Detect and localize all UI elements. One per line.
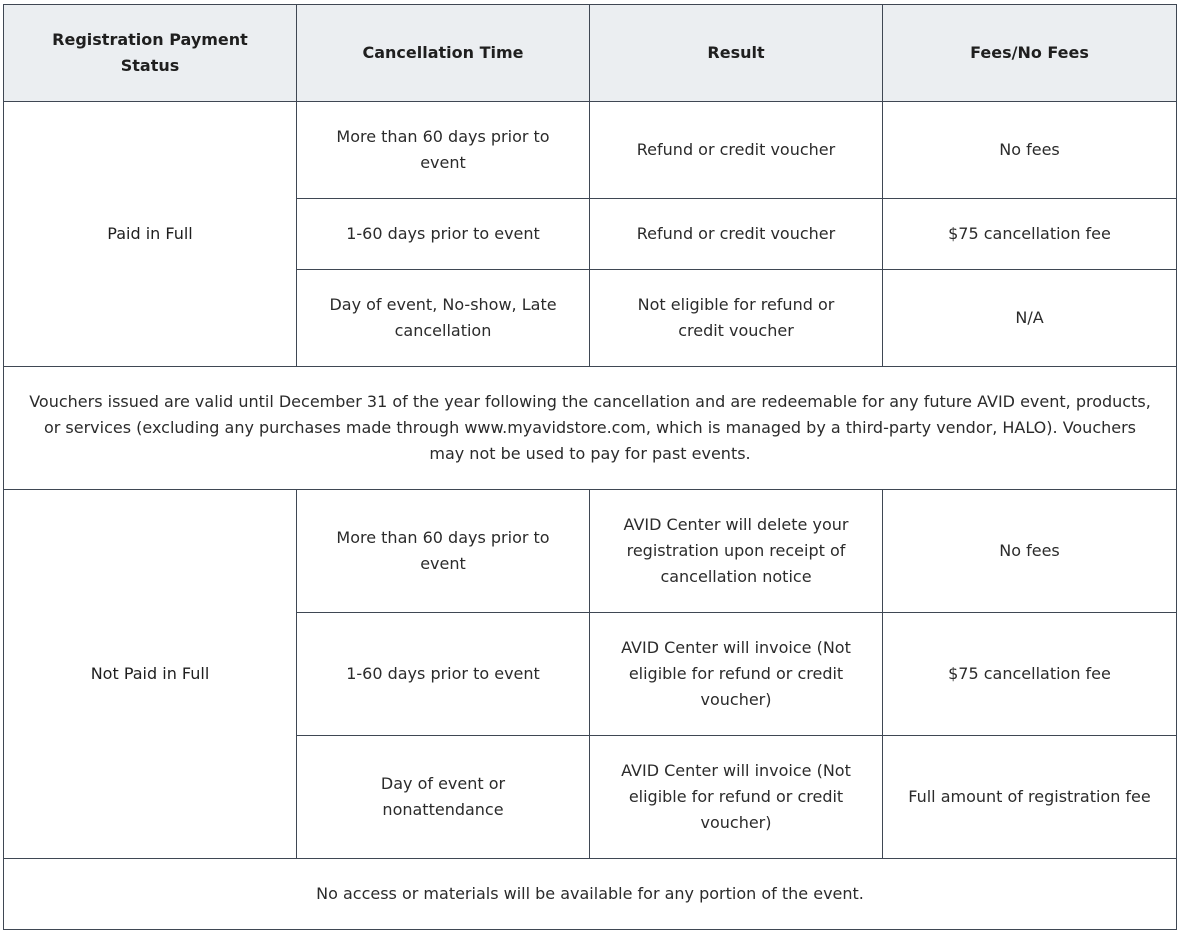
fees-cell: Full amount of registration fee: [883, 736, 1177, 859]
result-cell: Refund or credit voucher: [590, 102, 883, 199]
note-row: [4, 367, 1177, 490]
table-row: [4, 490, 1177, 613]
cancellation-time-cell: Day of event or nonattendance: [297, 736, 590, 859]
fees-cell: N/A: [883, 270, 1177, 367]
cancellation-time-cell: Day of event, No-show, Late cancellation: [297, 270, 590, 367]
note-row: [4, 859, 1177, 930]
cancellation-time-cell: More than 60 days prior to event: [297, 490, 590, 613]
fees-cell: $75 cancellation fee: [883, 199, 1177, 270]
header-payment-status: Registration Payment Status: [4, 5, 297, 102]
result-cell: AVID Center will invoice (Not eligible for refund or credit voucher): [590, 613, 883, 736]
access-note: No access or materials will be available for any portion of the event.: [4, 859, 1177, 930]
header-row: [4, 5, 1177, 102]
header-fees: Fees/No Fees: [883, 5, 1177, 102]
fees-cell: No fees: [883, 102, 1177, 199]
cancellation-time-cell: 1-60 days prior to event: [297, 613, 590, 736]
cancellation-policy-table: [3, 4, 1177, 930]
result-cell: AVID Center will delete your registration upon receipt of cancellation notice: [590, 490, 883, 613]
payment-status-cell: Not Paid in Full: [4, 490, 297, 859]
fees-cell: $75 cancellation fee: [883, 613, 1177, 736]
table-row: [4, 102, 1177, 199]
cancellation-time-cell: More than 60 days prior to event: [297, 102, 590, 199]
cancellation-time-cell: 1-60 days prior to event: [297, 199, 590, 270]
payment-status-cell: Paid in Full: [4, 102, 297, 367]
fees-cell: No fees: [883, 490, 1177, 613]
result-cell: Refund or credit voucher: [590, 199, 883, 270]
voucher-note: Vouchers issued are valid until December 31 of the year following the cancellation and are redeemable for any future AVID event, products, or services (excluding any purchases made through www.myavidstore.com, which is managed by a third-party vendor, HALO). Vouchers may not be used to pay for past events.: [4, 367, 1177, 490]
result-cell: Not eligible for refund or credit voucher: [590, 270, 883, 367]
header-result: Result: [590, 5, 883, 102]
result-cell: AVID Center will invoice (Not eligible for refund or credit voucher): [590, 736, 883, 859]
header-cancellation-time: Cancellation Time: [297, 5, 590, 102]
